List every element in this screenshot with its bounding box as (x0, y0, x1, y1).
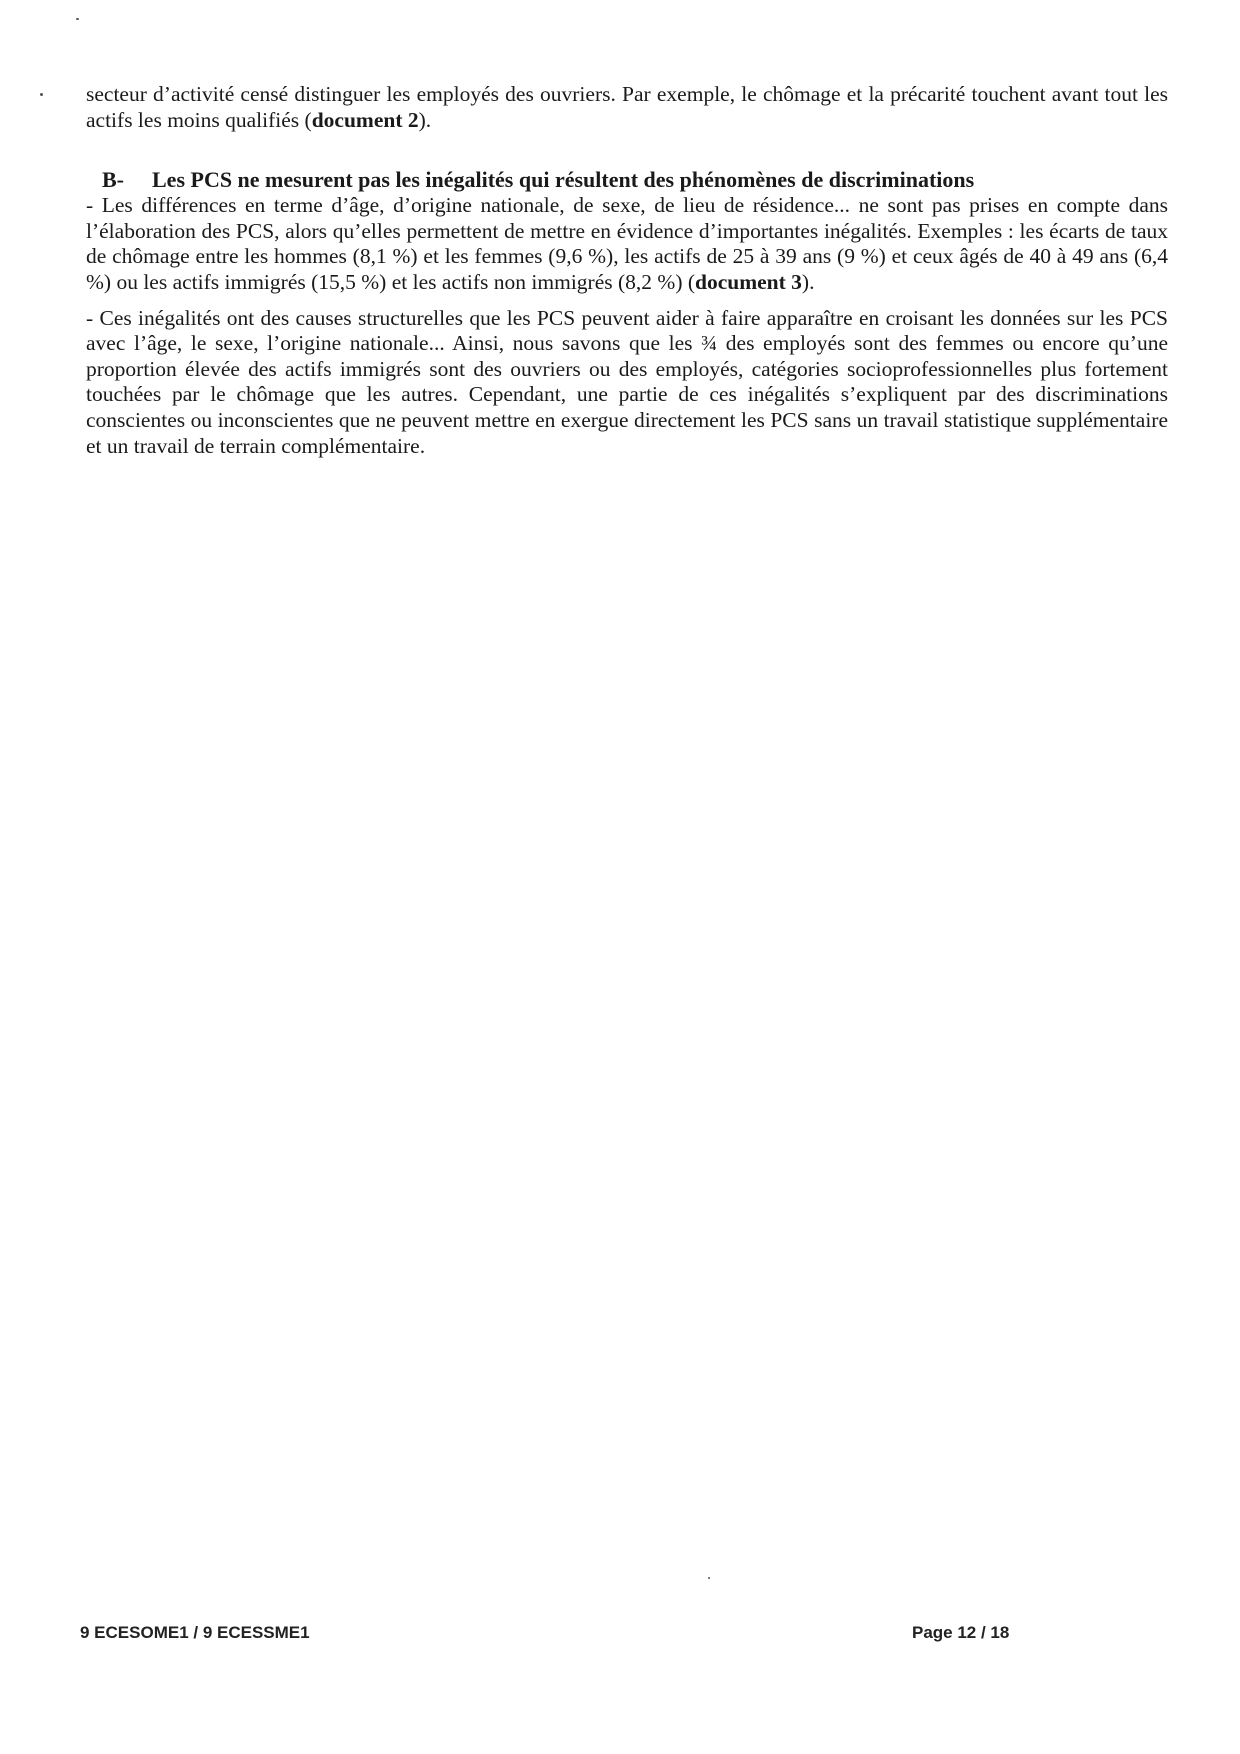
footer-page-number: Page 12 / 18 (912, 1623, 1010, 1642)
intro-end: ). (418, 107, 432, 132)
section-heading (86, 167, 1168, 193)
paragraph-end: ). (801, 269, 815, 294)
intro-text: secteur d’activité censé distinguer les employés des ouvriers. Par exemple, le chômage et la précarité touchent avant tout les actifs les moins qualifiés ( (86, 82, 1168, 132)
paragraph-causes: - Ces inégalités ont des causes structurelles que les PCS peuvent aider à faire apparaître en croisant les données sur les PCS avec l’âge, le sexe, l’origine nationale... Ainsi, nous savons que les ¾ des employés sont des femmes ou encore qu’une proportion élevée des actifs immigrés sont des ouvriers ou des employés, catégories socioprofessionnelles plus fortement touchées par le chômage que les autres. Cependant, une partie de ces inégalités s’expliquent par des discriminations conscientes ou inconscientes que ne peuvent mettre en exergue directement les PCS sans un travail statistique supplémentaire et un travail de terrain complémentaire. (86, 305, 1168, 458)
section-letter: B- (102, 167, 124, 193)
paragraph-text: - Les différences en terme d’âge, d’origine nationale, de sexe, de lieu de résidence... ne sont pas prises en compte dans l’élaboration des PCS, alors qu’elles permettent de mettre en évidence d’importantes inégalités. Exemples : les écarts de taux de chômage entre les hommes (8,1 %) et les femmes (9,6 %), les actifs de 25 à 39 ans (9 %) et ceux âgés de 40 à 49 ans (6,4 %) ou les actifs immigrés (15,5 %) et les actifs non immigrés (8,2 %) ( (86, 193, 1168, 294)
intro-paragraph (86, 82, 1168, 133)
section-title: Les PCS ne mesurent pas les inégalités qui résultent des phénomènes de discriminations (152, 167, 975, 193)
scan-speck (76, 18, 79, 20)
footer-exam-code: 9 ECESOME1 / 9 ECESSME1 (80, 1623, 310, 1642)
document-reference: document 3 (695, 269, 802, 294)
document-body (86, 82, 1168, 459)
document-reference: document 2 (311, 107, 419, 132)
scan-speck (708, 1577, 710, 1579)
paragraph-differences (86, 193, 1168, 295)
scan-speck (40, 93, 43, 96)
